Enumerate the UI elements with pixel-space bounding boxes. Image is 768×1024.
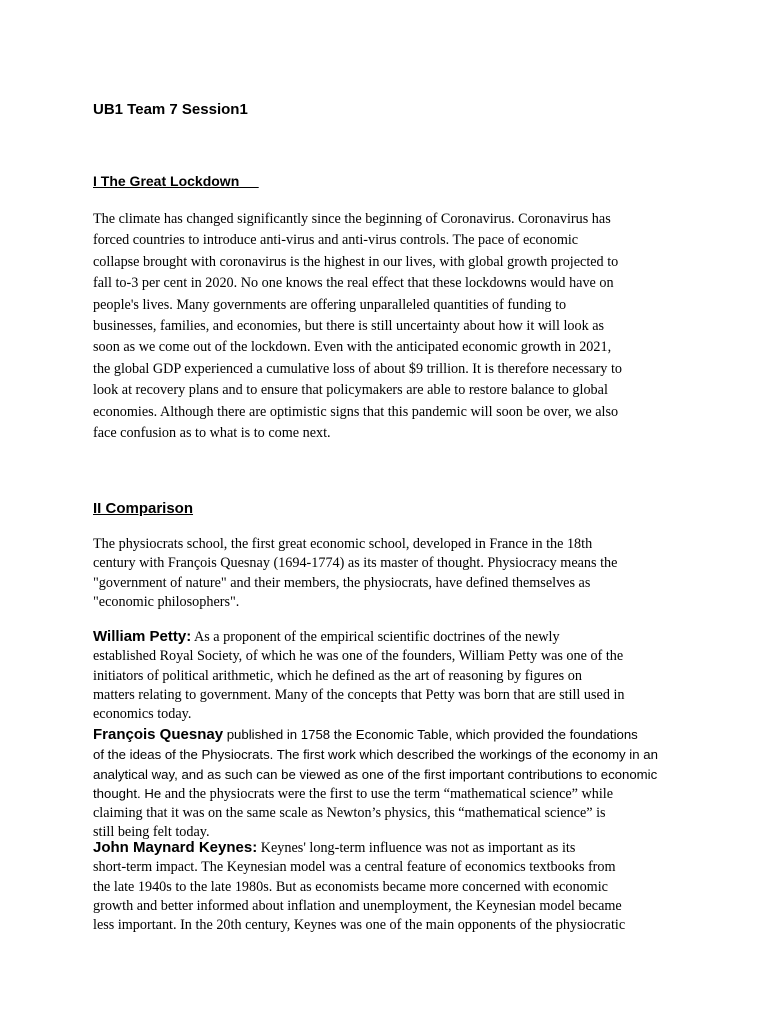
paragraph-line: people's lives. Many governments are offering unparalleled quantities of funding to	[93, 296, 567, 313]
paragraph-line: economies. Although there are optimistic signs that this pandemic will soon be over, we also	[93, 403, 619, 420]
paragraph-line: the global GDP experienced a cumulative loss of about $9 trillion. It is therefore necessary to	[93, 360, 622, 377]
entry-first-line	[93, 725, 683, 745]
entry-william-petty	[93, 627, 683, 724]
entry-line: still being felt today.	[93, 824, 210, 841]
entry-line: analytical way, and as such can be viewed as one of the first important contributions to economic	[93, 766, 658, 782]
entry-text: thought. He	[93, 785, 162, 801]
section-heading-great-lockdown: I The Great Lockdown	[93, 173, 259, 189]
entry-line: matters relating to government. Many of the concepts that Petty was born that are still used in	[93, 686, 625, 703]
entry-first-line	[93, 838, 683, 858]
entry-line: the late 1940s to the late 1980s. But as economists became more concerned with economic	[93, 878, 608, 895]
entry-francois-quesnay	[93, 725, 683, 843]
entry-line: initiators of political arithmetic, which he defined as the art of reasoning by figures on	[93, 667, 582, 684]
paragraph-line: face confusion as to what is to come next.	[93, 425, 331, 442]
entry-text: and the physiocrats were the first to use the term “mathematical science” while	[161, 785, 614, 802]
entry-line: established Royal Society, of which he was one of the founders, William Petty was one of the	[93, 648, 624, 665]
section-heading-comparison: II Comparison	[93, 500, 194, 517]
entry-line: less important. In the 20th century, Keynes was one of the main opponents of the physiocratic	[93, 917, 626, 934]
paragraph-line: forced countries to introduce anti-virus and anti-virus controls. The pace of economic	[93, 232, 579, 249]
entry-text: Keynes' long-term influence was not as important as its	[257, 840, 576, 856]
document-title: UB1 Team 7 Session1	[93, 101, 248, 118]
paragraph-line: fall to-3 per cent in 2020. No one knows the real effect that these lockdowns would have on	[93, 275, 614, 292]
entry-john-maynard-keynes	[93, 838, 683, 935]
entry-line: short-term impact. The Keynesian model was a central feature of economics textbooks from	[93, 859, 616, 876]
entry-name-john-maynard-keynes: John Maynard Keynes:	[93, 839, 258, 856]
paragraph-line: businesses, families, and economies, but there is still uncertainty about how it will look as	[93, 318, 605, 335]
entry-line: claiming that it was on the same scale as Newton’s physics, this “mathematical science” is	[93, 805, 606, 822]
entry-first-line	[93, 627, 683, 647]
entry-line: of the ideas of the Physiocrats. The first work which described the workings of the economy in an	[93, 747, 658, 763]
paragraph-line: "economic philosophers".	[93, 593, 240, 610]
paragraph-line: The physiocrats school, the first great economic school, developed in France in the 18th	[93, 536, 593, 552]
section-paragraph-great-lockdown	[93, 209, 683, 444]
entry-name-francois-quesnay: François Quesnay	[93, 726, 224, 743]
paragraph-line: century with François Quesnay (1694-1774) as its master of thought. Physiocracy means the	[93, 555, 618, 572]
entry-name-william-petty: William Petty:	[93, 628, 192, 645]
section-intro-physiocrats	[93, 535, 683, 612]
entry-line: growth and better informed about inflation and unemployment, the Keynesian model became	[93, 897, 622, 914]
entry-text: As a proponent of the empirical scientific doctrines of the newly	[191, 629, 560, 645]
entry-text: published in 1758 the Economic Table, which provided the foundations	[223, 727, 638, 742]
paragraph-line: look at recovery plans and to ensure that policymakers are able to restore balance to global	[93, 382, 608, 399]
paragraph-line: soon as we come out of the lockdown. Even with the anticipated economic growth in 2021,	[93, 339, 612, 356]
entry-line: economics today.	[93, 706, 192, 723]
entry-line	[93, 784, 683, 804]
paragraph-line: The climate has changed significantly since the beginning of Coronavirus. Coronavirus has	[93, 211, 611, 227]
paragraph-line: collapse brought with coronavirus is the highest in our lives, with global growth projected to	[93, 253, 619, 270]
paragraph-line: "government of nature" and their members, the physiocrats, have defined themselves as	[93, 574, 591, 591]
